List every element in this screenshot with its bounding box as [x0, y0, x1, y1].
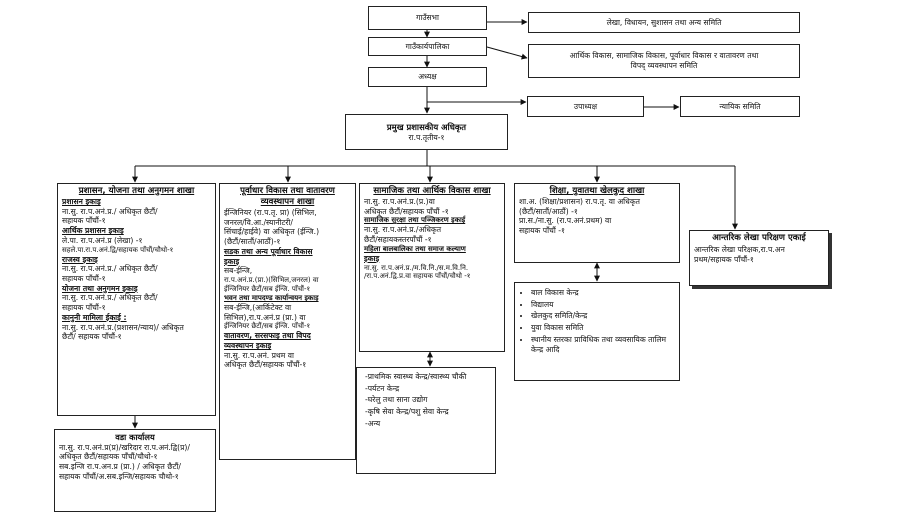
cao-sub: रा.प.तृतीय-१: [408, 132, 445, 142]
audit-title: आन्तरिक लेखा परिक्षण एकाई: [712, 233, 806, 243]
branch4-title: शिक्षा, युवातथा खेलकुद शाखा: [549, 186, 645, 196]
branch1-s2-line1: ले.पा. रा.प.अनं.प्र (लेखा) -१: [62, 235, 143, 245]
branch3-title: सामाजिक तथा आर्थिक विकास शाखा: [373, 186, 491, 196]
branch1-s1-line1: ना.सु. रा.प.अनं.प्र./ अधिकृत छैटौं/: [62, 206, 158, 216]
branch3-unit-3: -घरेलु तथा साना उद्योग: [365, 395, 428, 405]
gaunkaryapalika-label: गाउँकार्यपालिका: [405, 41, 450, 51]
internal-audit-box: [689, 230, 829, 286]
branch4-units-box: [514, 282, 680, 381]
upadhyaksha-box: [527, 96, 644, 117]
branch3-s2-line1: ना.सु. रा.प.अनं.प्र./म.वि.नि./स.म.वि.नि.: [364, 263, 469, 272]
branch1-s3-line1: ना.सु. रा.प.अनं.प्र./ अधिकृत छैटौं/: [62, 264, 158, 274]
branch3-section-2a: महिला बालबालिका तथा समाज कल्याण: [364, 244, 466, 253]
ward-line3: सब.इन्जि रा.प.अन.प्र (प्रा.) / अधिकृत छैटौं/: [59, 461, 181, 471]
branch4-line4: सहायक पाँचौं -१: [519, 226, 565, 236]
gaunsabha-box: [368, 6, 487, 30]
committee-2-box: [528, 44, 800, 78]
branch2-section-1b: इकाइ: [224, 256, 240, 266]
nyayik-samiti-box: [680, 96, 800, 117]
branch2-s1-line3: ईन्जिनियर छैटौं/सब ईन्जि. पाँचौं-१: [224, 284, 311, 293]
branch3-unit-1: -प्राथमिक स्वास्थ्य केन्द्र/स्वास्थ्य चौकी: [365, 372, 467, 381]
branch1-s5-line2: छैटौं/ सहायक पाँचौं-१: [62, 332, 122, 342]
branch1-section-3: राजस्व इकाइ: [62, 254, 98, 264]
gaunsabha-label: गाउँसभा: [416, 13, 439, 23]
branch2-s2-line2: सिभिल),रा.प.अनं.प्र (प्रा.) वा: [224, 312, 306, 322]
branch2-line1: ईन्जिनियर (रा.प.तृ. प्रा) (सिभिल,: [224, 208, 317, 217]
branch1-s3-line2: सहायक पाँचौं-१: [62, 273, 106, 283]
branch1-s4-line2: सहायक पाँचौं-१: [62, 303, 106, 313]
branch4-line1: शा.अ. (शिक्षा/प्रशासन) रा.प.तृ. वा अधिकृत: [519, 197, 640, 206]
branch1-s5-line1: ना.सु. रा.प.अनं.प्र.(प्रशासन/न्याय)/ अधिकृत: [62, 322, 184, 332]
branch3-s2-line2: /रा.प.अनं.द्वि.प्र.वा सहायक पाँचौं/चौथो -१: [364, 272, 471, 281]
branch3-unit-4: -कृषि सेवा केन्द्र/पशु सेवा केन्द्र: [365, 407, 449, 417]
branch2-s3-line2: अधिकृत छैटौं/सहायक पाँचौं-१: [224, 360, 307, 370]
ward-office-box: [54, 429, 216, 512]
branch3-unit-5: -अन्य: [365, 418, 381, 428]
branch3-s1-line2: छैटौं/सहायकस्तरपाँचौं -१: [364, 235, 432, 245]
branch2-s1-line1: सब-ईन्जि,: [224, 266, 253, 276]
ward-line4: सहायक पाँचौं/अ.सब.इन्जि/सहायक चौथो-१: [59, 471, 179, 481]
adhyaksha-label: अध्यक्ष: [418, 72, 437, 82]
branch2-s2-line1: सब-ईन्जि,(आर्किटेक्ट वा: [224, 302, 292, 312]
committee-2-line2: विपद् व्यवस्थापन समिति: [630, 61, 698, 70]
branch2-line3: सिंचाई/हाईवे) वा अधिकृत (ईन्जि.): [224, 227, 320, 237]
branch1-admin-box: [57, 183, 216, 416]
committee-1-box: [528, 12, 800, 33]
branch2-s2-line3: ईन्जिनियर छैटौं/सब ईन्जि. पाँचौं-१: [224, 322, 311, 331]
ward-line1: ना.सु. रा.प.अनं.प्र(प्र)/खरिदार रा.प.अनं.द्वि(प्र)/: [59, 442, 190, 452]
branch3-section-2b: इकाइ: [364, 253, 380, 263]
cao-title: प्रमुख प्रशासकीय अधिकृत: [386, 121, 467, 132]
branch2-section-1a: सडक तथा अन्य पूर्वाधार विकास: [224, 246, 313, 256]
branch2-s1-line2: रा.प.अनं.प्र.(प्रा.)(सिभिल,जनरल) वा: [224, 276, 319, 285]
committee-1-label: लेखा, विधायन, सुशासन तथा अन्य समिति: [606, 17, 722, 27]
branch4-unit-3: • खेलकुद समिति/केन्द्र: [531, 311, 675, 321]
branch2-section-3a: वातावरण, सरसफाइ तथा विपद: [224, 331, 311, 341]
branch3-s1-line1: ना.सु. रा.प.अनं.प्र./अधिकृत: [364, 225, 442, 235]
branch3-units-box: [356, 367, 496, 474]
branch4-education-box: [514, 183, 680, 263]
branch2-line2: जनरल/वि.आ./स्यानीटरी/: [224, 217, 293, 227]
branch2-infra-box: [219, 183, 356, 460]
branch2-section-2: भवन तथा मापदण्ड कार्यान्वयन इकाइ: [224, 293, 319, 302]
branch4-line2: (छैटौं/सातौं/आठौं) -१: [519, 206, 578, 216]
audit-line1: आन्तरिक लेखा परिक्षक,रा.प.अन: [694, 245, 785, 254]
branch3-social-box: [359, 183, 505, 352]
branch2-title-1: पूर्वाधार विकास तथा वातावरण: [240, 186, 335, 196]
adhyaksha-box: [368, 67, 487, 87]
arrow-committee-2: [487, 47, 527, 58]
ward-line2: अधिकृत छैटौं/सहायक पाँचौं/चौथो-१: [59, 452, 158, 462]
branch4-unit-4: • युवा विकास समिति: [531, 323, 675, 333]
cao-box: [345, 114, 508, 150]
branch3-line2: अधिकृत छैटौं/सहायक पाँचौं -१: [364, 206, 449, 216]
branch3-section-1: सामाजिक सुरक्षा तथा पञ्जिकरण इकाई: [364, 216, 466, 225]
nyayik-samiti-label: न्यायिक समिति: [719, 101, 761, 111]
committee-2-line1: आर्थिक विकास, सामाजिक विकास, पूर्वाधार विकास र वातावरण तथा: [569, 51, 759, 61]
audit-line2: प्रथम/सहायक पाँचौं-१: [694, 254, 754, 264]
branch4-unit-2: • विद्यालय: [531, 300, 675, 310]
branch4-unit-5: • स्थानीय स्तरका प्राविधिक तथा व्यवसायिक तालिम केन्द्र आदि: [531, 335, 675, 354]
branch1-section-2: आर्थिक प्रशासन इकाइ: [62, 226, 124, 236]
upadhyaksha-label: उपाध्यक्ष: [573, 101, 598, 111]
branch2-title-2: व्यवस्थापन शाखा: [260, 197, 315, 207]
branch2-section-3b: व्यवस्थापन इकाइ: [224, 341, 272, 350]
branch1-section-1: प्रशासन इकाइ: [62, 197, 101, 206]
branch2-s3-line1: ना.सु. रा.प.अनं. प्रथम वा: [224, 350, 294, 360]
branch3-unit-2: -पर्यटन केन्द्र: [365, 383, 400, 393]
gaunkaryapalika-box: [368, 37, 487, 56]
branch3-line1: ना.सु. रा.प.अनं.प्र.(प्र.)वा: [364, 197, 435, 206]
branch1-title: प्रशासन, योजना तथा अनुगमन शाखा: [78, 186, 195, 196]
branch1-s4-line1: ना.सु. रा.प.अनं.प्र./ अधिकृत छैटौं/: [62, 293, 158, 303]
branch1-s2-line2: सहले.पा.रा.प.अनं.द्वि/सहायक पाँचौं/चौथो-१: [62, 245, 174, 254]
branch1-section-4: योजना तथा अनुगमन इकाइ: [62, 283, 138, 293]
branch4-unit-1: • बाल विकास केन्द्र: [531, 288, 675, 298]
branch4-line3: प्रा.स./ना.सु. (रा.प.अनं.प्रथम) वा: [519, 216, 612, 226]
branch2-line4: (छैटौं/सातौं/आठौं)-१: [224, 237, 281, 247]
branch1-s1-line2: सहायक पाँचौं-१: [62, 216, 106, 226]
branch1-section-5: कानुनी मामिला ईकाई :: [62, 312, 127, 322]
ward-title: वडा कार्यालय: [115, 432, 155, 442]
